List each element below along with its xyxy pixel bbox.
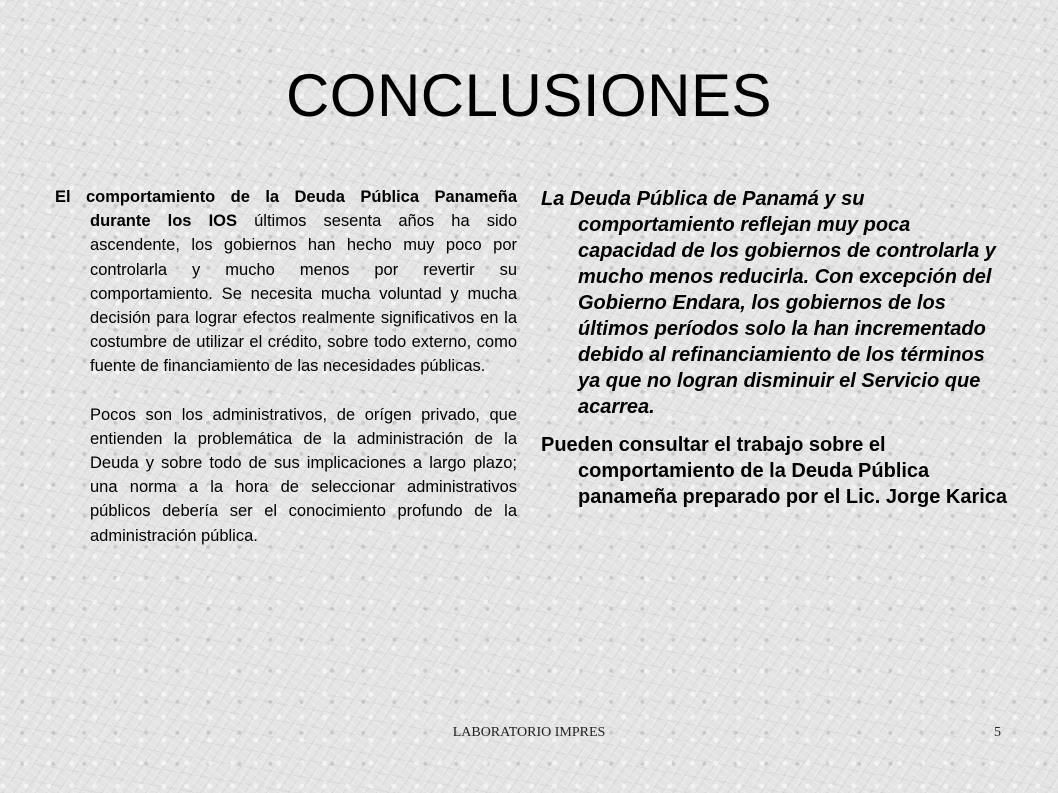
left-paragraph-1 <box>55 185 517 379</box>
left-paragraph-2: Pocos son los administrativos, de orígen privado, que entienden la problemática de la administración de la Deuda y sobre todo de sus implicaciones a largo plazo; una norma a la hora de seleccionar administrativos públicos debería ser el conocimiento profundo de la administración pública. <box>90 405 517 545</box>
right-paragraph-1: La Deuda Pública de Panamá y su comportamiento reflejan muy poca capacidad de los gobiernos de controlarla y mucho menos reducirla. Con excepción del Gobierno Endara, los gobiernos de los últimos períodos solo la han incrementado debido al refinanciamiento de los términos ya que no logran disminuir el Servicio que acarrea. <box>541 188 996 418</box>
left-text-column <box>55 185 517 548</box>
slide-title: CONCLUSIONES <box>285 62 773 129</box>
left-paragraph-1-bold: El comportamiento de la Deuda Pública Panameña durante los IOS <box>55 188 517 231</box>
right-paragraph-2: Pueden consultar el trabajo sobre el comportamiento de la Deuda Pública panameña preparado por el Lic. Jorge Karica <box>541 434 1008 508</box>
left-paragraph-1-text: últimos sesenta años ha sido ascendente, los gobiernos han hecho muy poco por controlarla y mucho menos por revertir su comportamiento. Se necesita mucha voluntad y mucha decisión para lograr efectos realmente significativos en la costumbre de utilizar el crédito, sobre todo externo, como fuente de financiamiento de las necesidades públicas. <box>90 212 517 376</box>
right-text-column <box>541 186 1011 510</box>
footer-label: LABORATORIO IMPRES <box>452 725 606 740</box>
page-number: 5 <box>994 725 1001 740</box>
